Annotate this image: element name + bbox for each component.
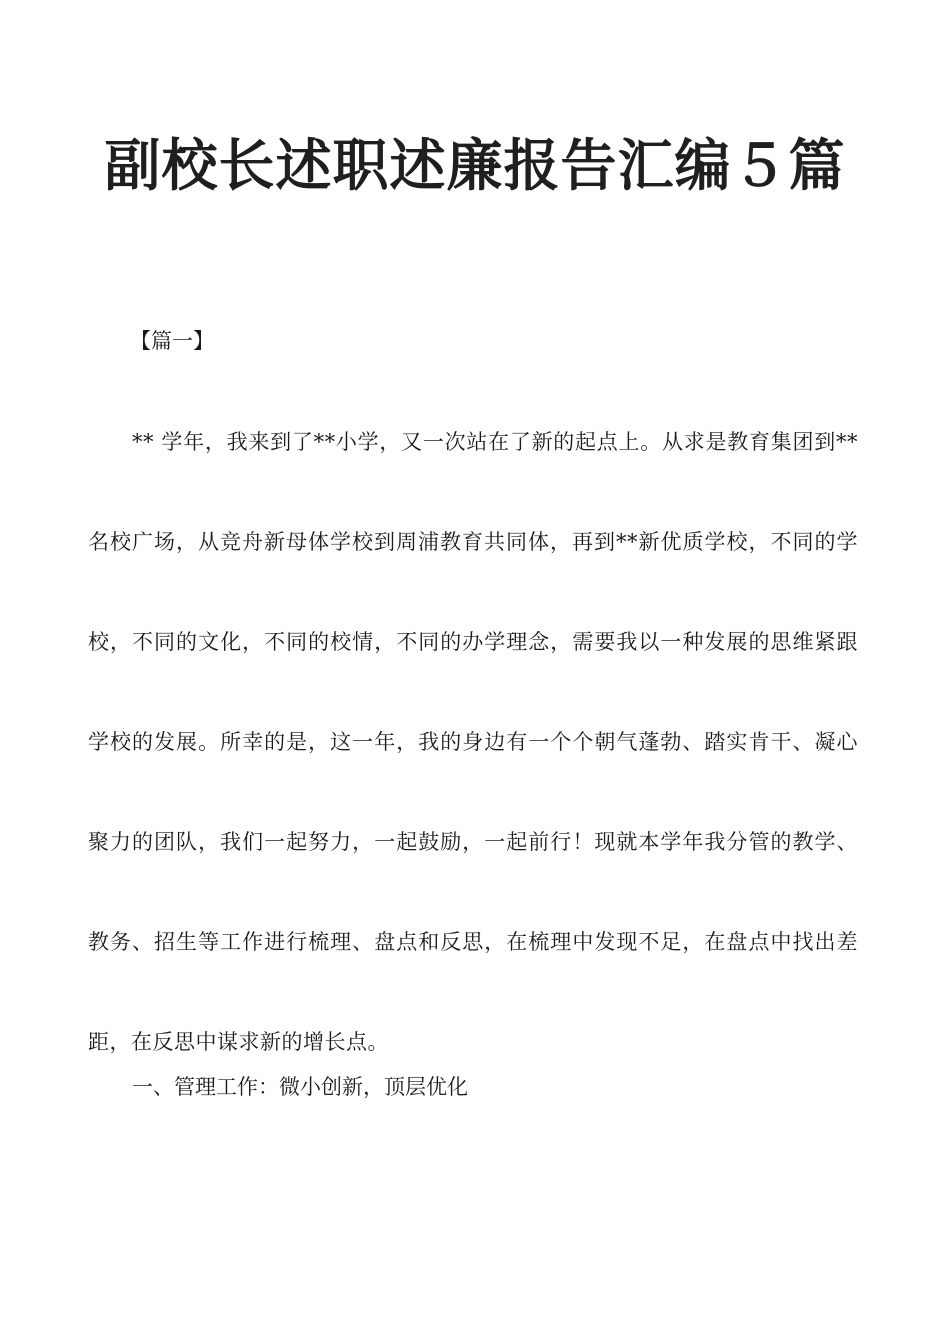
section-heading: 一、管理工作：微小创新，顶层优化: [132, 1075, 468, 1099]
body-paragraph: ** 学年，我来到了**小学，又一次站在了新的起点上。从求是教育集团到**名校广场，从竞舟新母体学校到周浦教育共同体，再到**新优质学校，不同的学校，不同的文化，不同的校情，不同的办学理念，需要我以一种发展的思维紧跟学校的发展。所幸的是，这一年，我的身边有一个个朝气蓬勃、踏实肯干、凝心聚力的团队，我们一起努力，一起鼓励，一起前行！现就本学年我分管的教学、教务、招生等工作进行梳理、盘点和反思，在梳理中发现不足，在盘点中找出差距，在反思中谋求新的增长点。: [88, 430, 858, 1054]
section-label: 【篇一】: [130, 329, 214, 353]
document-title: 副校长述职述廉报告汇编５篇: [104, 133, 846, 199]
